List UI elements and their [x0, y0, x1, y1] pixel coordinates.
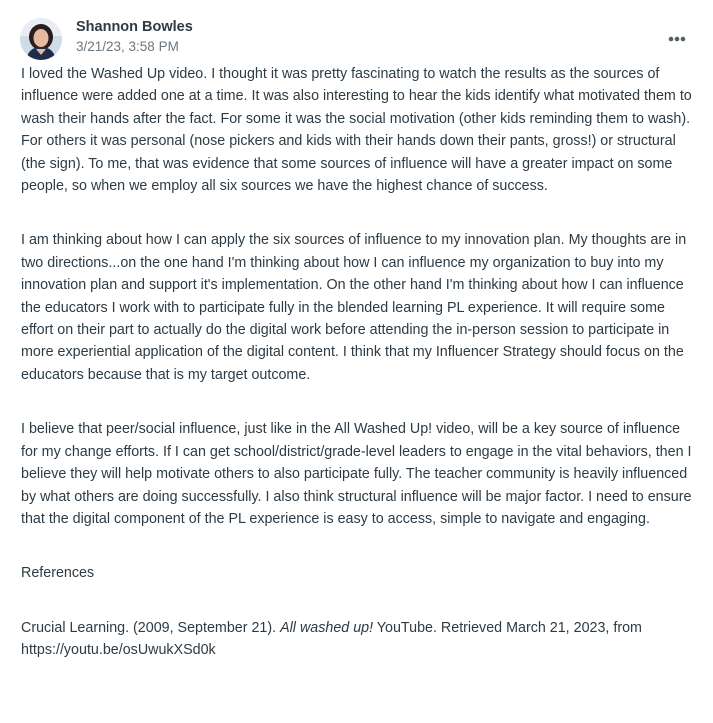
body-paragraph: I believe that peer/social influence, just like in the All Washed Up! video, will be a key source of influence for my change efforts. If I can get school/district/grade-level leaders to engage in the vital behaviors, then I believe they will help motivate others to also participate fully. The teacher community is heavily influenced by what others are doing successfully. I also think structural influence will be major factor. I need to ensure that the digital component of the PL experience is easy to access, simple to navigate and engaging.: [21, 421, 692, 527]
more-options-icon: [668, 36, 686, 42]
reply-body: [21, 63, 697, 694]
reference-citation: [21, 617, 697, 662]
avatar[interactable]: [20, 18, 62, 60]
post-timestamp: 3/21/23, 3:58 PM: [76, 39, 179, 54]
references-heading: References: [21, 565, 95, 582]
more-options-button[interactable]: [660, 26, 694, 52]
reference-title: All washed up!: [280, 619, 374, 636]
reference-prefix: Crucial Learning. (2009, September 21).: [21, 619, 281, 636]
body-paragraph: I loved the Washed Up video. I thought it was pretty fascinating to watch the results as the sources of influence were added one at a time. It was also interesting to hear the kids identify what motivated them to wash their hands after the fact. For some it was the social motivation (other kids reminding them to wash). For others it was personal (nose pickers and kids with their hands down their pants, gross!) or structural (the sign). To me, that was evidence that some sources of influence will have a greater impact on some people, so when we employ all six sources we have the highest chance of success.: [21, 66, 692, 195]
reference-suffix: YouTube. Retrieved March 21, 2023, from https://youtu.be/osUwukXSd0k: [21, 619, 642, 659]
body-paragraph: I am thinking about how I can apply the six sources of influence to my innovation plan. My thoughts are in two directions...on the one hand I'm thinking about how I can influence my organization to buy into my innovation plan and support it's implementation. On the other hand I'm thinking about how I can influence the educators I work with to participate fully in the blended learning PL experience. It will require some effort on their part to actually do the digital work before attending the in-person session to participate in more experiential application of the digital content. I think that my Influencer Strategy should focus on the educators because that is my target outcome.: [21, 232, 687, 383]
user-avatar-icon: [20, 18, 62, 60]
author-name[interactable]: Shannon Bowles: [76, 19, 193, 35]
reply-header: [20, 18, 693, 62]
